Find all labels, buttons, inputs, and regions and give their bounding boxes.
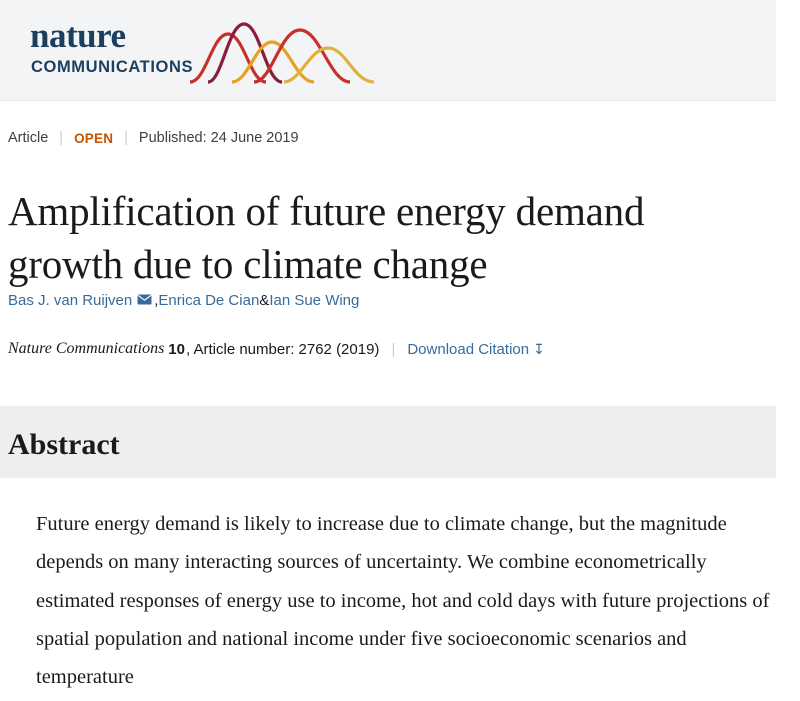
open-access-badge[interactable]: OPEN <box>74 130 114 146</box>
download-citation-link[interactable] <box>407 341 544 358</box>
logo-wordmark: nature <box>30 16 126 55</box>
abstract-heading: Abstract <box>8 428 120 461</box>
journal-name: Nature Communications <box>8 340 165 357</box>
author-link-1[interactable]: Bas J. van Ruijven <box>8 292 133 309</box>
nature-waves-icon <box>188 16 378 88</box>
article-meta <box>8 130 299 146</box>
article-number: , Article number: 2762 (2019) <box>185 340 380 358</box>
author-link-3[interactable]: Ian Sue Wing <box>269 292 360 309</box>
volume-number: 10 <box>168 340 185 358</box>
corresponding-author-mail-icon[interactable] <box>137 292 152 303</box>
journal-masthead <box>0 0 800 101</box>
author-separator-1: , <box>154 292 159 309</box>
citation-divider: | <box>391 340 396 358</box>
meta-divider-1: | <box>59 130 64 146</box>
nature-communications-logo[interactable] <box>28 14 358 84</box>
page-title: Amplification of future energy demand growth due to climate change <box>8 188 645 287</box>
published-date: Published: 24 June 2019 <box>138 130 299 146</box>
article-type-label: Article <box>8 130 49 146</box>
author-separator-2: & <box>259 292 270 309</box>
abstract-text: Future energy demand is likely to increase due to climate change, but the magnitude depends on many interacting sources of uncertainty. We combine econometrically estimated responses of energy use to income, hot and cold days with future projections of spatial population and national income under five socioeconomic scenarios and temperature <box>36 513 770 689</box>
citation-line <box>8 340 545 358</box>
right-gutter <box>776 0 800 701</box>
author-link-2[interactable]: Enrica De Cian <box>158 292 260 309</box>
meta-divider-2: | <box>124 130 128 146</box>
download-citation-label: Download Citation <box>407 340 530 358</box>
author-list <box>8 292 359 309</box>
download-icon: ↧ <box>533 340 545 357</box>
logo-subtitle: COMMUNICATIONS <box>31 58 194 76</box>
